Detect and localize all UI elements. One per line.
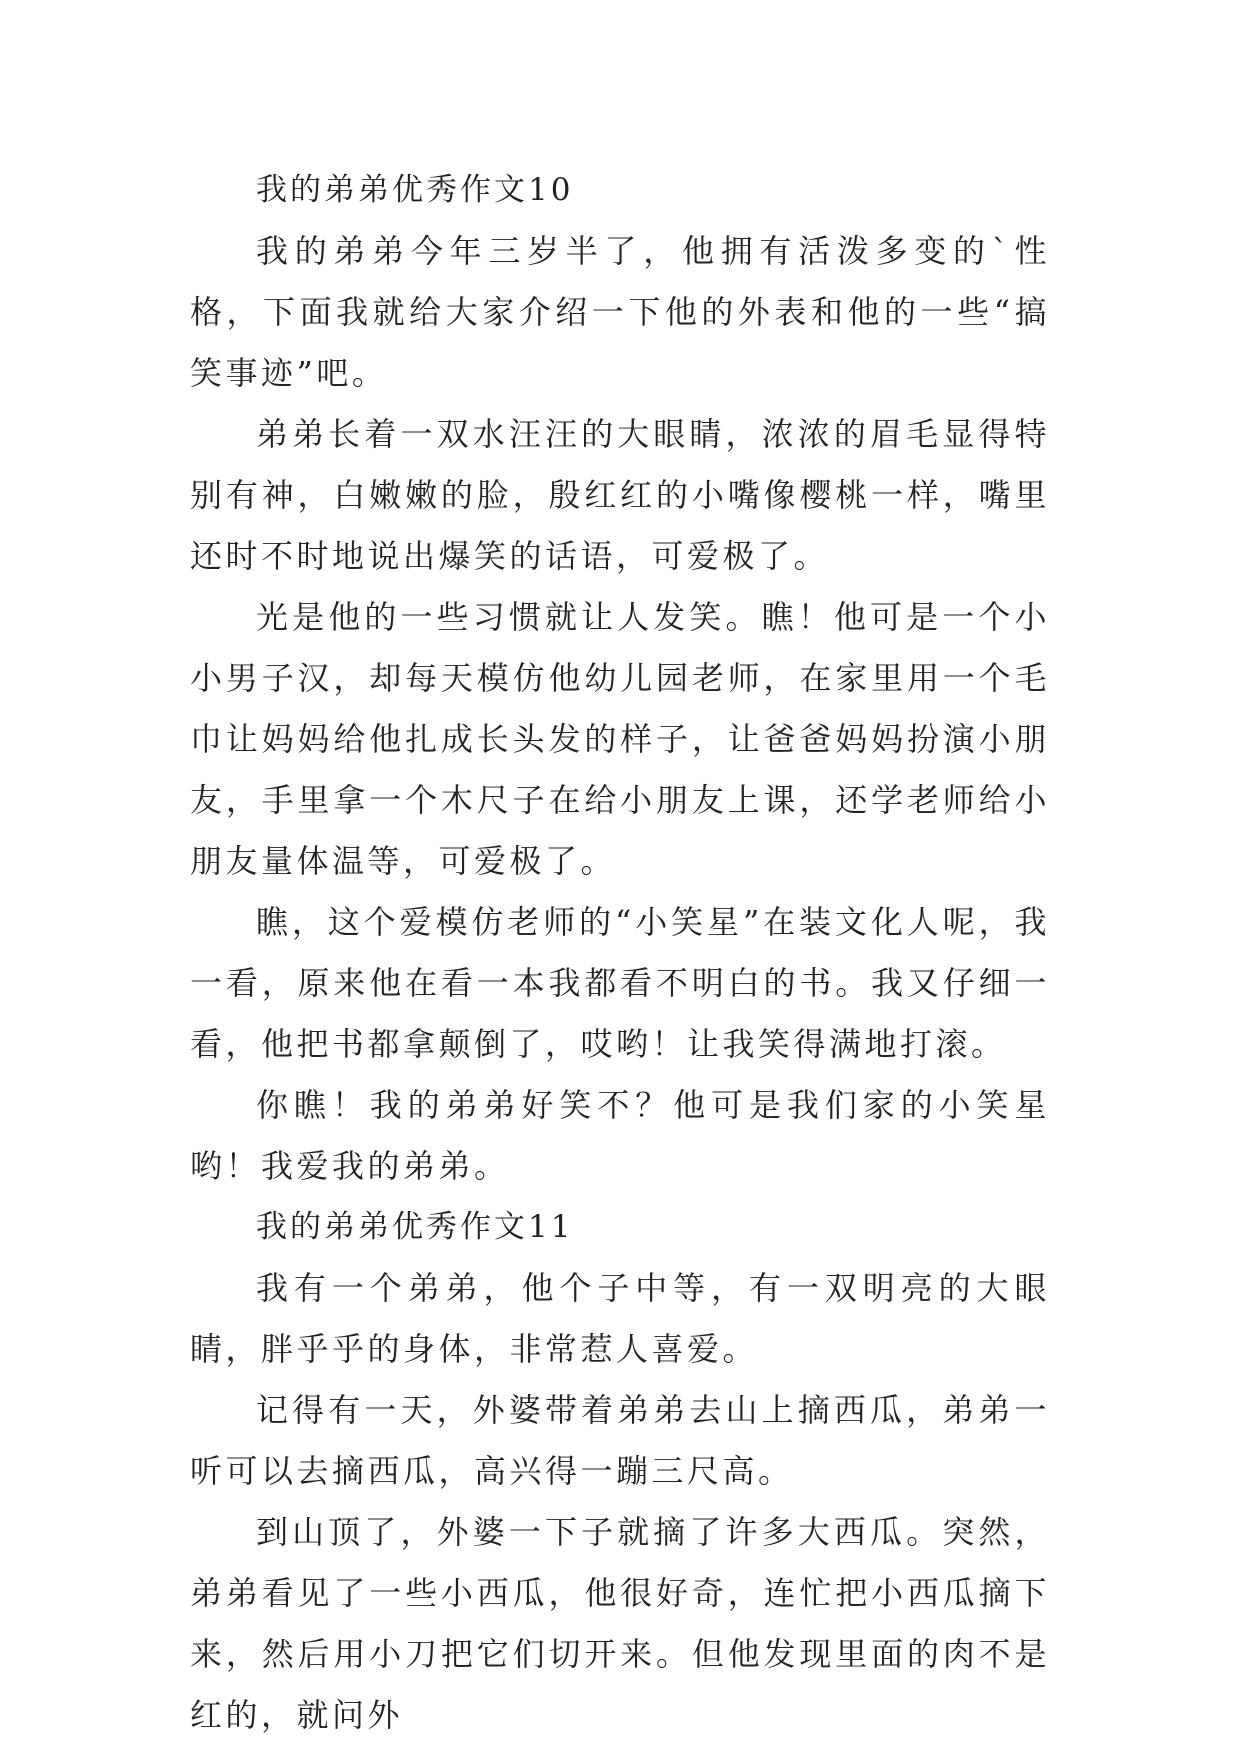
paragraph: 我的弟弟今年三岁半了，他拥有活泼多变的`性格，下面我就给大家介绍一下他的外表和他的一些“搞笑事迹”吧。: [190, 232, 1050, 392]
essay-body: [190, 160, 1050, 1746]
essay-title-10: 我的弟弟优秀作文10: [256, 172, 574, 208]
paragraph: 到山顶了，外婆一下子就摘了许多大西瓜。突然，弟弟看见了一些小西瓜，他很好奇，连忙把小西瓜摘下来，然后用小刀把它们切开来。但他发现里面的肉不是红的，就问外: [190, 1513, 1050, 1734]
paragraph: 我有一个弟弟，他个子中等，有一双明亮的大眼睛，胖乎乎的身体，非常惹人喜爱。: [190, 1269, 1050, 1368]
essay-title-11: 我的弟弟优秀作文11: [256, 1209, 574, 1245]
paragraph: 你瞧！我的弟弟好笑不？他可是我们家的小笑星哟！我爱我的弟弟。: [190, 1086, 1050, 1185]
paragraph: 瞧，这个爱模仿老师的“小笑星”在装文化人呢，我一看，原来他在看一本我都看不明白的书。我又仔细一看，他把书都拿颠倒了，哎哟！让我笑得满地打滚。: [190, 903, 1050, 1063]
paragraph: 光是他的一些习惯就让人发笑。瞧！他可是一个小小男子汉，却每天模仿他幼儿园老师，在家里用一个毛巾让妈妈给他扎成长头发的样子，让爸爸妈妈扮演小朋友，手里拿一个木尺子在给小朋友上课，还学老师给小朋友量体温等，可爱极了。: [190, 598, 1050, 880]
paragraph: 弟弟长着一双水汪汪的大眼睛，浓浓的眉毛显得特别有神，白嫩嫩的脸，殷红红的小嘴像樱桃一样，嘴里还时不时地说出爆笑的话语，可爱极了。: [190, 415, 1050, 575]
paragraph: 记得有一天，外婆带着弟弟去山上摘西瓜，弟弟一听可以去摘西瓜，高兴得一蹦三尺高。: [190, 1391, 1050, 1490]
